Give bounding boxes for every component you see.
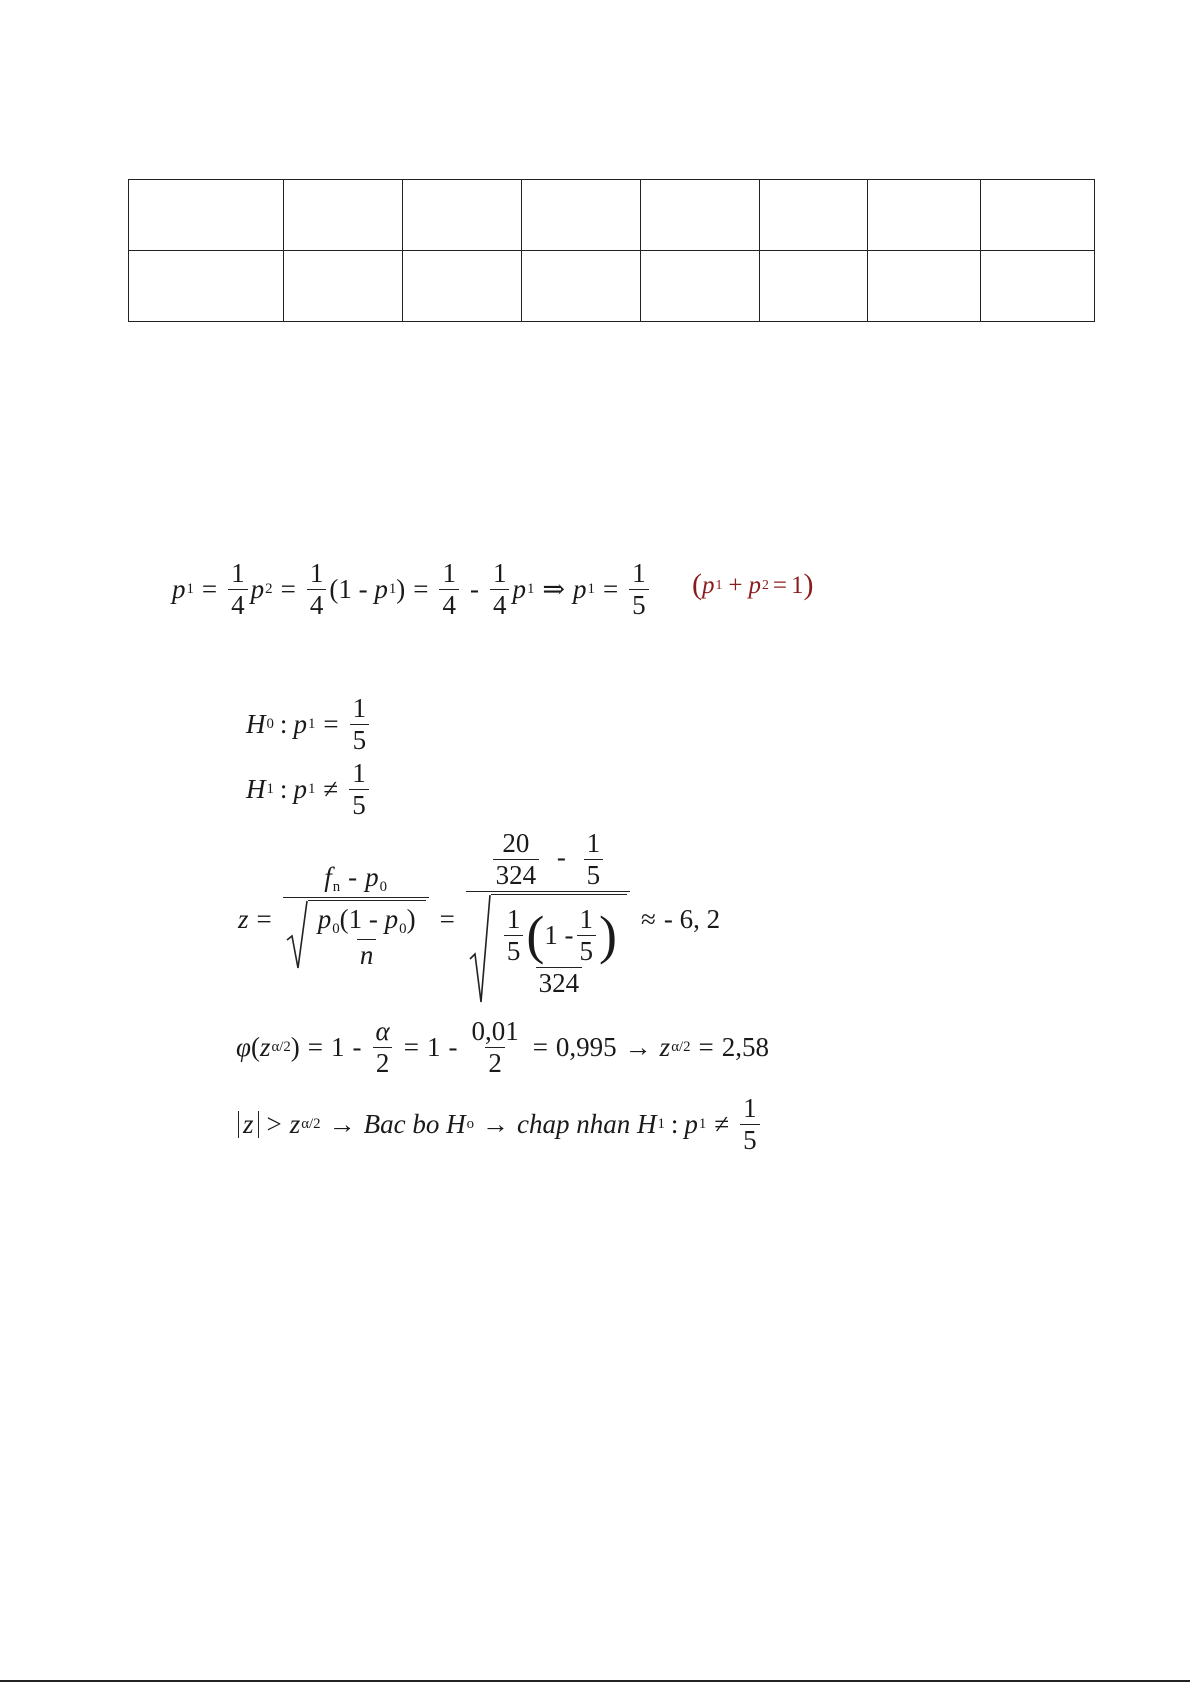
accept-text: chap nhan <box>517 1109 631 1139</box>
fraction <box>740 1095 760 1154</box>
sqrt <box>286 900 426 970</box>
table-cell <box>760 180 868 251</box>
value: 1 <box>331 1032 345 1062</box>
table-cell <box>403 251 522 322</box>
hypothesis-h1 <box>246 760 372 819</box>
var-h: H <box>246 774 266 804</box>
paren: ( <box>692 568 702 601</box>
numerator: 1 <box>309 558 324 588</box>
numerator: 20 <box>502 828 530 858</box>
minus-sign: - <box>348 861 358 892</box>
denominator: 2 <box>373 1047 393 1077</box>
subscript: 1 <box>186 581 194 598</box>
implies-sign: ⇒ <box>542 574 566 604</box>
equation-p1 <box>172 560 652 619</box>
equals-sign: = <box>602 574 619 604</box>
fraction <box>629 560 649 619</box>
z-statistic <box>238 830 720 1009</box>
not-equal-sign: ≠ <box>323 774 339 804</box>
table-cell <box>522 180 641 251</box>
denominator: 5 <box>350 724 370 754</box>
denominator: 4 <box>228 589 248 619</box>
fraction <box>315 906 419 969</box>
fraction <box>228 560 248 619</box>
var-p: p <box>293 774 307 804</box>
constraint-note <box>692 570 813 600</box>
var-p: p <box>748 571 761 599</box>
numerator <box>487 830 610 891</box>
var-h: H <box>636 1109 657 1139</box>
sqrt <box>469 894 627 1004</box>
arrow-icon: → <box>624 1032 652 1062</box>
subscript: α/2 <box>271 1039 291 1056</box>
fraction <box>373 1018 393 1077</box>
fraction <box>504 906 524 965</box>
greater-than-sign: > <box>266 1109 282 1139</box>
table-cell <box>868 180 981 251</box>
equals-sign: = <box>201 574 218 604</box>
not-equal-sign: ≠ <box>714 1109 730 1139</box>
fraction <box>439 560 459 619</box>
colon: : <box>279 709 288 739</box>
fraction <box>577 906 597 965</box>
numerator <box>321 861 390 897</box>
var-z: z <box>659 1032 671 1062</box>
subscript: 1 <box>587 581 595 598</box>
denominator: 5 <box>577 935 597 965</box>
var-p: p <box>365 861 379 892</box>
numerator: 1 <box>352 758 366 788</box>
arrow-icon: → <box>482 1109 509 1139</box>
numerator: 1 <box>632 558 646 588</box>
table-cell <box>760 251 868 322</box>
fraction <box>307 560 327 619</box>
subscript: 0 <box>332 921 340 938</box>
fraction <box>350 695 370 754</box>
subscript: 1 <box>715 577 723 593</box>
numerator <box>498 906 620 967</box>
var-h: H <box>246 709 266 739</box>
term: 1 - <box>544 920 574 950</box>
paren: ( <box>329 574 339 604</box>
denominator <box>466 891 630 1009</box>
fraction <box>490 560 510 619</box>
fraction <box>498 906 620 997</box>
var-p: p <box>702 571 715 599</box>
subscript: 0 <box>399 921 407 938</box>
numerator: 1 <box>579 904 594 934</box>
var-z: z <box>289 1109 301 1139</box>
minus-sign: - <box>556 841 566 872</box>
table-cell <box>284 251 403 322</box>
var-p: p <box>317 904 332 934</box>
denominator: 2 <box>485 1047 505 1077</box>
minus-sign: - <box>352 1032 362 1062</box>
numerator: 1 <box>506 904 521 934</box>
term: 1 - <box>338 574 368 604</box>
fraction <box>584 830 604 889</box>
denominator: 324 <box>493 859 540 889</box>
var-p: p <box>684 1109 698 1139</box>
paren: ( <box>250 1032 260 1062</box>
table-row <box>129 251 1095 322</box>
subscript: 0 <box>379 879 388 896</box>
abs-z: z <box>238 1111 259 1138</box>
table-cell <box>641 180 760 251</box>
radical-sign <box>469 894 491 1004</box>
equals-sign: = <box>698 1032 714 1062</box>
denominator: 5 <box>629 589 649 619</box>
z-formula <box>283 861 429 975</box>
denominator: 5 <box>584 859 604 889</box>
arrow-icon: → <box>328 1109 356 1139</box>
table-cell <box>981 180 1095 251</box>
equals-sign: = <box>403 1032 419 1062</box>
subscript: 0 <box>266 716 274 733</box>
table-cell <box>868 251 981 322</box>
fraction <box>493 830 540 889</box>
paren: ) <box>406 904 416 934</box>
colon: : <box>279 774 288 804</box>
equals-sign: = <box>280 574 296 604</box>
z-value: - 6, 2 <box>663 904 721 934</box>
var-z: z <box>238 904 249 934</box>
radical-sign <box>286 900 308 970</box>
numerator: 0,01 <box>471 1016 519 1046</box>
subscript: α/2 <box>301 1116 321 1133</box>
var-p: p <box>384 904 399 934</box>
probability-value: 0,995 <box>555 1032 617 1062</box>
z-substituted <box>466 830 630 1009</box>
var-h: H <box>446 1109 466 1139</box>
table-cell <box>641 251 760 322</box>
table-cell <box>522 251 641 322</box>
numerator: 1 <box>743 1093 757 1123</box>
table-cell <box>129 180 284 251</box>
paren: ) <box>396 574 406 604</box>
denominator: 5 <box>740 1124 760 1154</box>
subscript: 1 <box>526 581 535 598</box>
equals-sign: = <box>532 1032 548 1062</box>
subscript: o <box>466 1116 474 1133</box>
term: (1 - <box>339 904 378 934</box>
numerator: 1 <box>352 693 367 723</box>
equals-sign: = <box>413 574 429 604</box>
conclusion <box>238 1095 763 1154</box>
subscript: α/2 <box>671 1039 691 1056</box>
table-cell <box>403 180 522 251</box>
numerator <box>315 906 419 939</box>
var-p: p <box>573 574 587 604</box>
table-cell <box>129 251 284 322</box>
numerator: 1 <box>586 828 601 858</box>
sqrt-body <box>308 900 426 970</box>
numerator: α <box>375 1016 390 1046</box>
numerator: 1 <box>442 558 456 588</box>
footer-rule <box>0 1680 1190 1682</box>
equals-sign: = <box>439 904 455 934</box>
hypothesis-h0 <box>246 695 372 754</box>
colon: : <box>670 1109 679 1139</box>
denominator: 4 <box>490 589 510 619</box>
table-row <box>129 180 1095 251</box>
subscript: 1 <box>698 1116 707 1133</box>
fraction <box>468 1018 521 1077</box>
approx-sign: ≈ <box>641 904 656 934</box>
phi-symbol: φ <box>236 1032 251 1062</box>
denominator: 324 <box>536 967 583 997</box>
denominator: 5 <box>349 789 369 819</box>
subscript: 1 <box>388 581 397 598</box>
critical-z-value: 2,58 <box>721 1032 769 1062</box>
subscript: 1 <box>266 781 274 798</box>
numerator: 1 <box>231 558 245 588</box>
paren: ( <box>526 904 545 965</box>
paren: ) <box>803 568 814 601</box>
subscript: 1 <box>657 1116 665 1133</box>
denominator <box>283 897 429 975</box>
denominator: n <box>357 939 377 969</box>
equals-sign: = <box>323 709 339 739</box>
data-table <box>128 179 1095 322</box>
var-p: p <box>250 574 265 604</box>
subscript: n <box>332 879 341 896</box>
fraction <box>349 760 369 819</box>
minus-sign: - <box>448 1032 458 1062</box>
value: 1 <box>790 571 804 599</box>
minus-sign: - <box>469 574 479 604</box>
subscript: 1 <box>307 781 316 798</box>
sqrt-body <box>491 894 627 1004</box>
var-z: z <box>259 1032 271 1062</box>
critical-value <box>236 1018 769 1077</box>
table-cell <box>981 251 1095 322</box>
var-f: f <box>324 861 332 892</box>
denominator: 4 <box>439 589 459 619</box>
table-cell <box>284 180 403 251</box>
equals-sign: = <box>307 1032 324 1062</box>
plus-sign: + <box>728 571 743 599</box>
denominator: 5 <box>504 935 524 965</box>
var-p: p <box>512 574 526 604</box>
subscript: 1 <box>307 716 316 733</box>
numerator: 1 <box>492 558 507 588</box>
subscript: 2 <box>761 577 769 593</box>
var-p: p <box>172 574 186 604</box>
paren: ) <box>599 904 618 965</box>
subscript: 2 <box>265 581 273 598</box>
paren: ) <box>290 1032 300 1062</box>
var-p: p <box>374 574 388 604</box>
value: 1 <box>426 1032 441 1062</box>
equals-sign: = <box>772 571 787 599</box>
reject-text: Bac bo <box>363 1109 440 1139</box>
var-p: p <box>293 709 307 739</box>
denominator: 4 <box>307 589 327 619</box>
equals-sign: = <box>256 904 272 934</box>
